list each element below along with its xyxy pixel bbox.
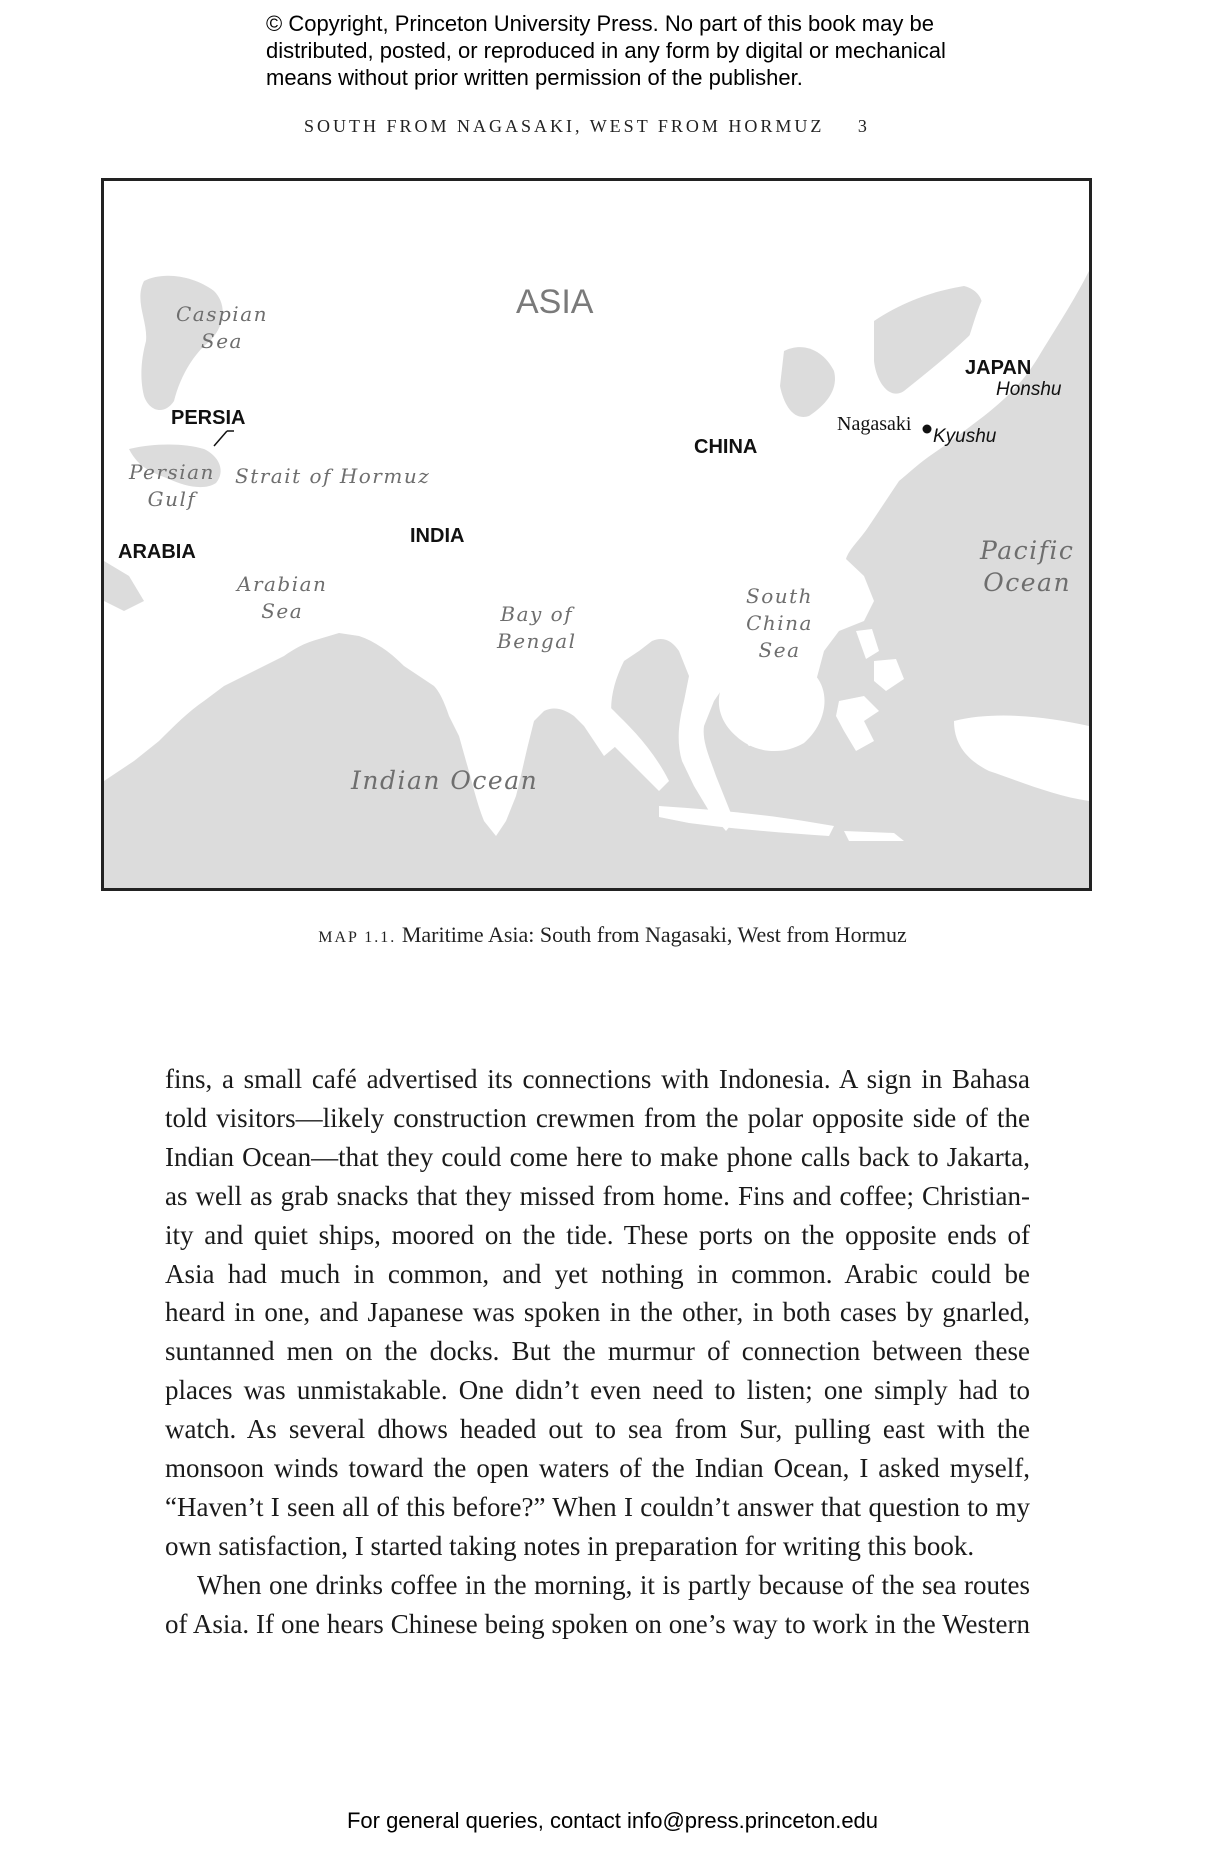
copyright-line: distributed, posted, or reproduced in any form by digital or mechanical — [266, 38, 946, 63]
paragraph-start-line: When one drinks coffee in the morning, it is partly because of the sea routes — [197, 1569, 1030, 1600]
country-label-india: INDIA — [410, 525, 465, 547]
body-text — [165, 1060, 1030, 1644]
text-line: watch. As several dhows headed out to sea from Sur, pulling east with the — [165, 1414, 1030, 1445]
text-line: monsoon winds toward the open waters of the Indian Ocean, I asked myself, — [165, 1453, 1030, 1484]
copyright-line: means without prior written permission of the publisher. — [266, 65, 803, 90]
running-head-title: SOUTH FROM NAGASAKI, WEST FROM HORMUZ — [304, 116, 825, 136]
pacific-ocean-label: Pacific Ocean — [980, 536, 1075, 597]
caption-text: Maritime Asia: South from Nagasaki, West from Hormuz — [401, 922, 907, 947]
text-line: places was unmistakable. One didn’t even need to listen; one simply had to — [165, 1375, 1030, 1406]
text-line: heard in one, and Japanese was spoken in the other, in both cases by gnarled, — [165, 1297, 1030, 1328]
region-label-asia: ASIA — [516, 283, 594, 321]
caspian-sea-label: Caspian Sea — [176, 302, 268, 353]
map-landmass — [104, 181, 1089, 888]
footer-contact: For general queries, contact info@press.princeton.edu — [346, 1808, 879, 1833]
text-line: of Asia. If one hears Chinese being spoken on one’s way to work in the Western — [165, 1608, 1030, 1639]
strait-of-hormuz-label: Strait of Hormuz — [235, 464, 431, 488]
arabian-sea-label: Arabian Sea — [237, 572, 328, 623]
caption-number: MAP 1.1. — [318, 929, 397, 946]
text-line: suntanned men on the docks. But the murmur of connection between these — [165, 1336, 1030, 1367]
text-line: fins, a small café advertised its connections with Indonesia. A sign in Bahasa — [165, 1064, 1030, 1094]
copyright-line: © Copyright, Princeton University Press. No part of this book may be — [266, 11, 934, 36]
south-china-sea-label: South China Sea — [746, 584, 814, 662]
copyright-notice — [266, 10, 986, 91]
country-label-persia: PERSIA — [171, 407, 246, 429]
map-caption — [0, 922, 1225, 948]
indian-ocean-label: Indian Ocean — [351, 766, 539, 795]
page-number: 3 — [857, 116, 867, 136]
bay-of-bengal-label: Bay of Bengal — [497, 602, 577, 653]
honshu-label: Honshu — [996, 379, 1062, 400]
text-line: Asia had much in common, and yet nothing in common. Arabic could be — [165, 1258, 1030, 1289]
nagasaki-label: Nagasaki — [837, 413, 912, 435]
text-line: ity and quiet ships, moored on the tide. These ports on the opposite ends of — [165, 1219, 1030, 1250]
kyushu-label: Kyushu — [933, 426, 997, 447]
country-label-china: CHINA — [694, 436, 758, 458]
maritime-asia-map — [101, 178, 1092, 891]
text-line: “Haven’t I seen all of this before?” When I couldn’t answer that question to my — [165, 1491, 1030, 1522]
nagasaki-dot — [923, 425, 932, 434]
text-line: as well as grab snacks that they missed from home. Fins and coffee; Christian- — [165, 1180, 1030, 1211]
text-line: own satisfaction, I started taking notes in preparation for writing this book. — [165, 1530, 975, 1561]
text-line: told visitors—likely construction crewmen from the polar opposite side of the — [165, 1102, 1030, 1133]
running-head — [304, 116, 867, 137]
persian-gulf-label: Persian Gulf — [129, 460, 215, 511]
country-label-arabia: ARABIA — [118, 541, 196, 563]
country-label-japan: JAPAN — [965, 357, 1032, 379]
text-line: Indian Ocean—that they could come here to make phone calls back to Jakarta, — [165, 1141, 1030, 1172]
